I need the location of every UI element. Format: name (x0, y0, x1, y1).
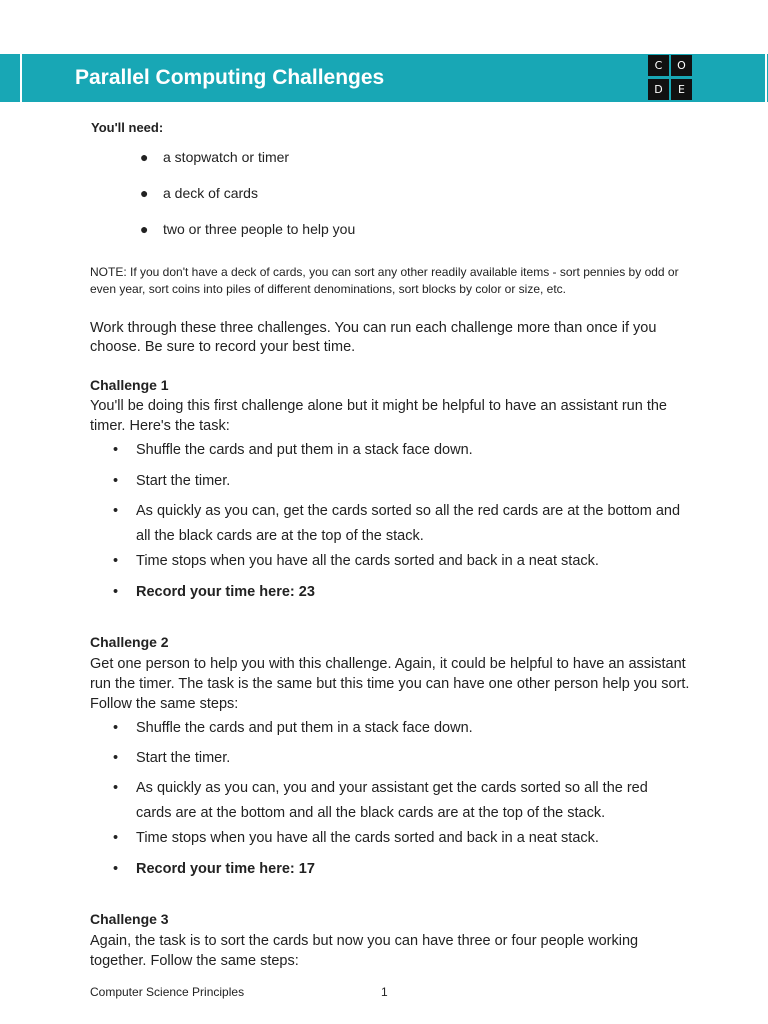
step-text: Time stops when you have all the cards sorted and back in a neat stack. (136, 830, 599, 846)
step-text: As quickly as you can, get the cards sorted so all the red cards are at the bottom and all the black cards are at the top of the stack. (136, 503, 681, 544)
bullet-icon: • (113, 750, 119, 766)
banner-divider-right (765, 54, 767, 102)
page-number: 1 (381, 985, 388, 999)
step-text: Shuffle the cards and put them in a stack face down. (136, 442, 473, 458)
challenge-3-description: Again, the task is to sort the cards but now you can have three or four people working together. Follow the same steps: (90, 933, 639, 969)
bullet-icon: ● (140, 221, 149, 237)
bullet-icon: • (113, 442, 119, 458)
note-text: NOTE: If you don't have a deck of cards, you can sort any other readily available items - sort pennies by odd or even year, sort coins into piles of different denominations, sort blocks by color or size, etc. (90, 265, 679, 296)
needs-item-text: a deck of cards (163, 185, 258, 201)
bullet-icon: ● (140, 149, 149, 165)
record-time-text: Record your time here: 23 (136, 584, 315, 600)
step-text: Start the timer. (136, 750, 231, 766)
step-text: As quickly as you can, you and your assistant get the cards sorted so all the red cards are at the bottom and all the black cards are at the top of the stack. (136, 780, 648, 821)
banner-divider-left (20, 54, 22, 102)
bullet-icon: • (113, 861, 119, 877)
code-logo (647, 54, 693, 102)
challenge-2-heading: Challenge 2 (90, 634, 169, 650)
step-text: Shuffle the cards and put them in a stack face down. (136, 720, 473, 736)
bullet-icon: • (113, 780, 119, 796)
challenge-3-heading: Challenge 3 (90, 911, 169, 927)
bullet-icon: • (113, 503, 119, 519)
challenge-1-heading: Challenge 1 (90, 377, 169, 393)
bullet-icon: • (113, 830, 119, 846)
step-text: Start the timer. (136, 473, 231, 489)
intro-text: Work through these three challenges. You can run each challenge more than once if you choose. Be sure to record your best time. (90, 320, 657, 355)
step-text: Time stops when you have all the cards sorted and back in a neat stack. (136, 553, 599, 569)
needs-item-text: a stopwatch or timer (163, 149, 290, 165)
challenge-2-description: Get one person to help you with this challenge. Again, it could be helpful to have an assistant run the timer. The task is the same but this time you can have one other person help you sort. Follow the same steps: (90, 656, 690, 712)
bullet-icon: • (113, 473, 119, 489)
needs-heading: You'll need: (91, 120, 164, 135)
page-title: Parallel Computing Challenges (75, 66, 385, 89)
logo-letter-e: E (671, 79, 692, 100)
bullet-icon: • (113, 584, 119, 600)
bullet-icon: • (113, 720, 119, 736)
logo-letter-d: D (648, 79, 669, 100)
record-time-text: Record your time here: 17 (136, 861, 315, 877)
bullet-icon: • (113, 553, 119, 569)
challenge-1-description: You'll be doing this first challenge alone but it might be helpful to have an assistant run the timer. Here's the task: (90, 398, 667, 434)
logo-letter-o: O (671, 55, 692, 76)
bullet-icon: ● (140, 185, 149, 201)
needs-item-text: two or three people to help you (163, 221, 356, 237)
logo-letter-c: C (648, 55, 669, 76)
footer-course: Computer Science Principles (90, 985, 245, 999)
